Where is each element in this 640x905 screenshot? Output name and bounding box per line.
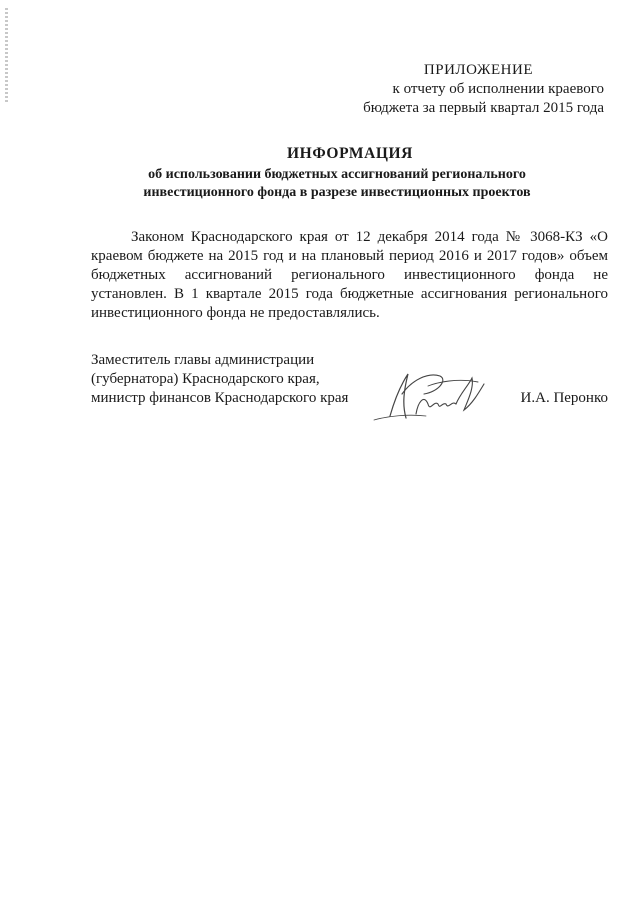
signer-name: И.А. Перонко [520, 390, 608, 406]
body-paragraph: Законом Краснодарского края от 12 декабря 2014 года № 3068-КЗ «О краевом бюджете на 2015 год и на плановый период 2016 и 2017 годов» объем бюджетных ассигнований регионального инвестиционного фонда не установлен. В 1 квартале 2015 года бюджетные ассигнования регионального инвестиционного фонда не предоставлялись. [91, 229, 608, 321]
heading-title: ИНФОРМАЦИЯ [287, 145, 413, 162]
scan-edge-artifact [5, 8, 8, 102]
position-line-3: министр финансов Краснодарского края [91, 390, 349, 406]
position-line-1: Заместитель главы администрации [91, 352, 315, 368]
appendix-title: ПРИЛОЖЕНИЕ [423, 62, 533, 78]
heading-line-2: инвестиционного фонда в разрезе инвестиционных проектов [143, 185, 531, 200]
handwritten-signature [368, 364, 498, 424]
signatory-position [91, 351, 348, 408]
appendix-line-1: к отчету об исполнении краевого [392, 81, 604, 97]
position-line-2: (губернатора) Краснодарского края, [91, 371, 320, 387]
heading-line-1: об использовании бюджетных ассигнований регионального [148, 167, 526, 182]
document-heading [0, 145, 640, 202]
appendix-block [363, 61, 604, 118]
appendix-line-2: бюджета за первый квартал 2015 года [363, 100, 604, 116]
